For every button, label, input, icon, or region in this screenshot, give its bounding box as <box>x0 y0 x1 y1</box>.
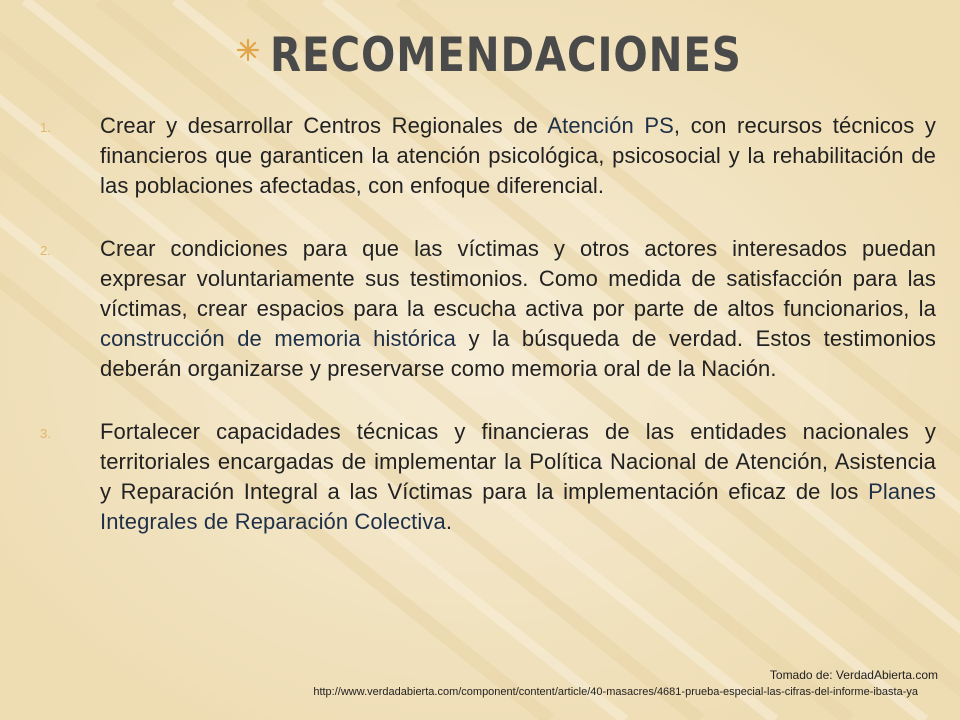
list-item <box>40 417 936 537</box>
text-run: Crear y desarrollar Centros Regionales de <box>100 113 548 138</box>
text-run: Crear condiciones para que las víctimas y otros actores interesados puedan expresar voluntariamente sus testimonios. Como medida de satisfacción para las víctimas, crear espacios para la escucha activa por parte de altos funcionarios, la <box>100 236 936 321</box>
list-item <box>40 111 936 201</box>
item-text <box>100 417 936 537</box>
text-run: . <box>445 509 453 534</box>
highlight-text: construcción de memoria histórica <box>100 326 456 351</box>
source-url[interactable]: http://www.verdadabierta.com/component/content/article/40-masacres/4681-prueba-especial-las-cifras-del-informe-ibasta-ya <box>313 686 918 698</box>
list-item <box>40 234 936 384</box>
text-run: , con recursos técnicos y financieros que garanticen la atención psicológica, psicosocial y la rehabilitación de las poblaciones afectadas, con enfoque diferencial. <box>100 113 936 198</box>
item-number: 3. <box>40 426 51 441</box>
text-run: y la búsqueda de verdad. Estos testimonios deberán organizarse y preservarse como memoria oral de la Nación. <box>100 326 937 381</box>
star-icon <box>236 38 260 62</box>
item-number: 2. <box>40 243 51 258</box>
source-label: Tomado de: VerdadAbierta.com <box>769 668 938 682</box>
slide-title: RECOMENDACIONES <box>270 28 742 83</box>
highlight-text: Atención PS <box>547 113 674 138</box>
item-text <box>100 234 936 384</box>
text-run: Fortalecer capacidades técnicas y financieras de las entidades nacionales y territoriales encargadas de implementar la Política Nacional de Atención, Asistencia y Reparación Integral a las Víctimas para la implementación eficaz de los <box>100 419 936 504</box>
item-text <box>100 111 936 201</box>
item-number: 1. <box>40 120 51 135</box>
recommendation-list <box>40 111 936 570</box>
highlight-text: Planes Integrales de Reparación Colectiva <box>100 479 936 534</box>
